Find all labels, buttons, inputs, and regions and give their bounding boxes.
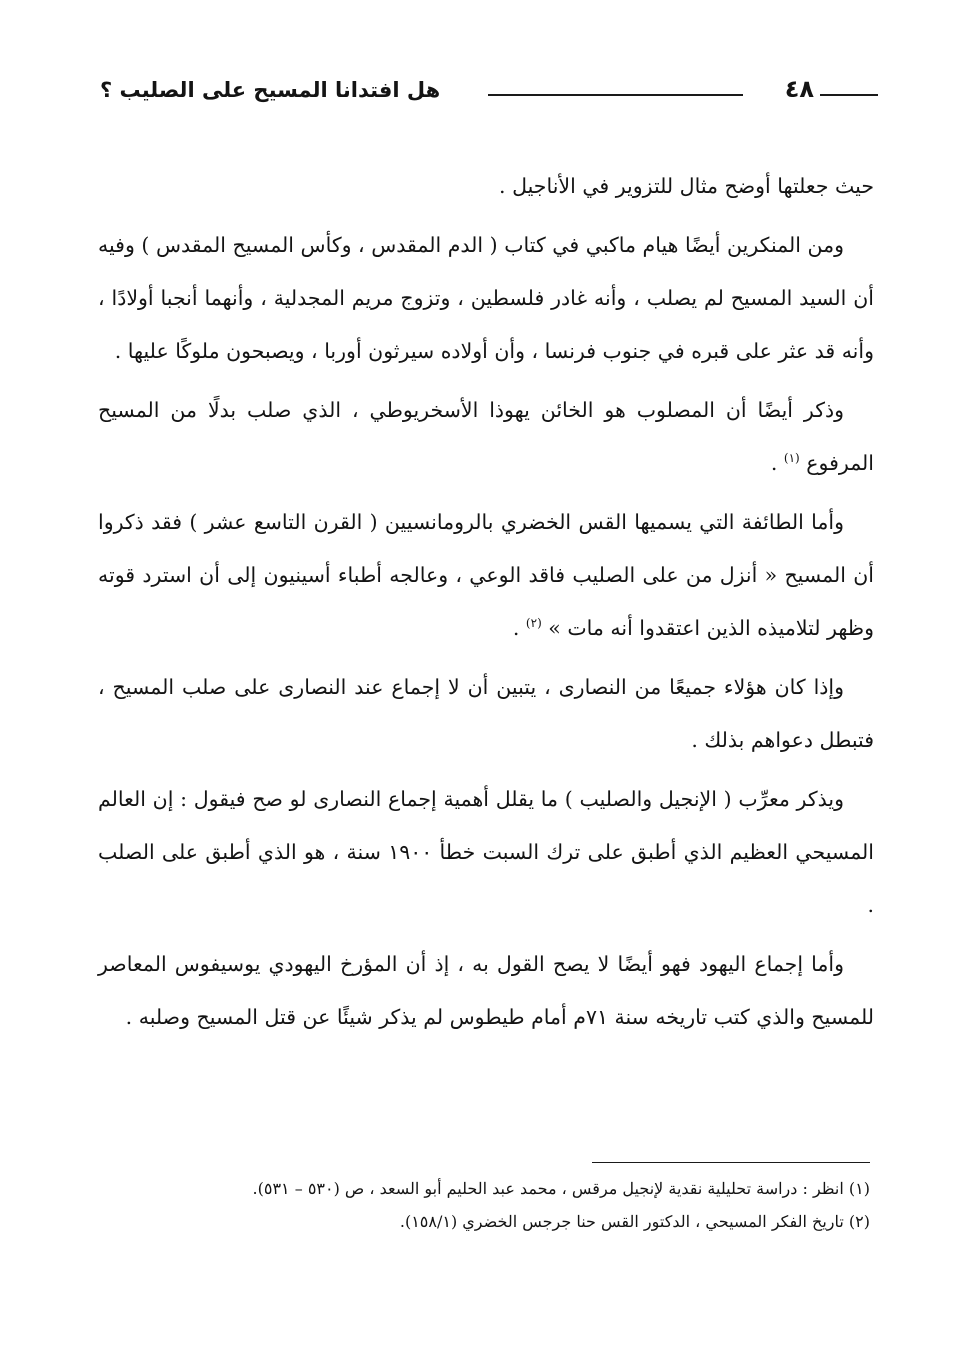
footnote-2: (٢) تاريخ الفكر المسيحي ، الدكتور القس حنا جرجس الخضري (١٥٨/١). <box>399 1212 870 1231</box>
footnote-ref-2: (٢) <box>525 616 542 631</box>
footnote-rule <box>592 1162 870 1163</box>
paragraph-1: حيث جعلتها أوضح مثال للتزوير في الأناجيل . <box>499 174 874 198</box>
paragraph-3 <box>98 384 874 490</box>
header-rule-right <box>820 94 878 96</box>
paragraph-3-text: وذكر أيضًا أن المصلوب هو الخائن يهوذا الأسخريوطي ، الذي صلب بدلًا من المسيح المرفوع <box>98 398 874 475</box>
paragraph-4-text: وأما الطائفة التي يسميها القس الخضري بالرومانسيين ( القرن التاسع عشر ) فقد ذكروا أن المسيح « أنزل من على الصليب فاقد الوعي ، وعالجه أطباء أسينيون إلى أن استرد قوته وظهر لتلاميذه الذين اعتقدوا أنه مات » <box>98 510 874 640</box>
footnote-1: (١) انظر : دراسة تحليلية نقدية لإنجيل مرقس ، محمد عبد الحليم أبو السعد ، ص (٥٣٠ – ٥٣١). <box>252 1179 870 1198</box>
page-header <box>100 70 878 110</box>
paragraph-6: ويذكر معرِّب ( الإنجيل والصليب ) ما يقلل أهمية إجماع النصارى لو صح فيقول : إن العالم المسيحي العظيم الذي أطبق على ترك السبت خطأ ١٩٠٠ سنة ، هو الذي أطبق على الصلب . <box>98 787 874 917</box>
paragraph-5: وإذا كان هؤلاء جميعًا من النصارى ، يتبين أن لا إجماع عند النصارى على صلب المسيح ، فتبطل دعواهم بذلك . <box>98 675 874 752</box>
paragraph-3-end: . <box>770 451 784 475</box>
footnote-ref-1: (١) <box>783 451 800 466</box>
header-rule-middle <box>488 94 743 96</box>
running-title: هل افتدانا المسيح على الصليب ؟ <box>100 78 441 102</box>
page-number: ٤٨ <box>784 75 814 103</box>
paragraph-4 <box>98 496 874 655</box>
paragraph-7: وأما إجماع اليهود فهو أيضًا لا يصح القول به ، إذ أن المؤرخ اليهودي يوسيفوس المعاصر للمسيح والذي كتب تاريخه سنة ٧١م أمام طيطوس لم يذكر شيئًا عن قتل المسيح وصلبه . <box>98 952 874 1029</box>
footnotes <box>100 1172 870 1238</box>
body-text <box>98 160 874 1050</box>
paragraph-2: ومن المنكرين أيضًا هيام ماكبي في كتاب ( الدم المقدس ، وكأس المسيح المقدس ) وفيه أن السيد المسيح لم يصلب ، وأنه غادر فلسطين ، وتزوج مريم المجدلية ، وأنهما أنجبا أولادًا ، وأنه قد عثر على قبره في جنوب فرنسا ، وأن أولاده سيرثون أوربا ، ويصبحون ملوكًا عليها . <box>98 233 874 363</box>
paragraph-4-end: . <box>512 616 526 640</box>
